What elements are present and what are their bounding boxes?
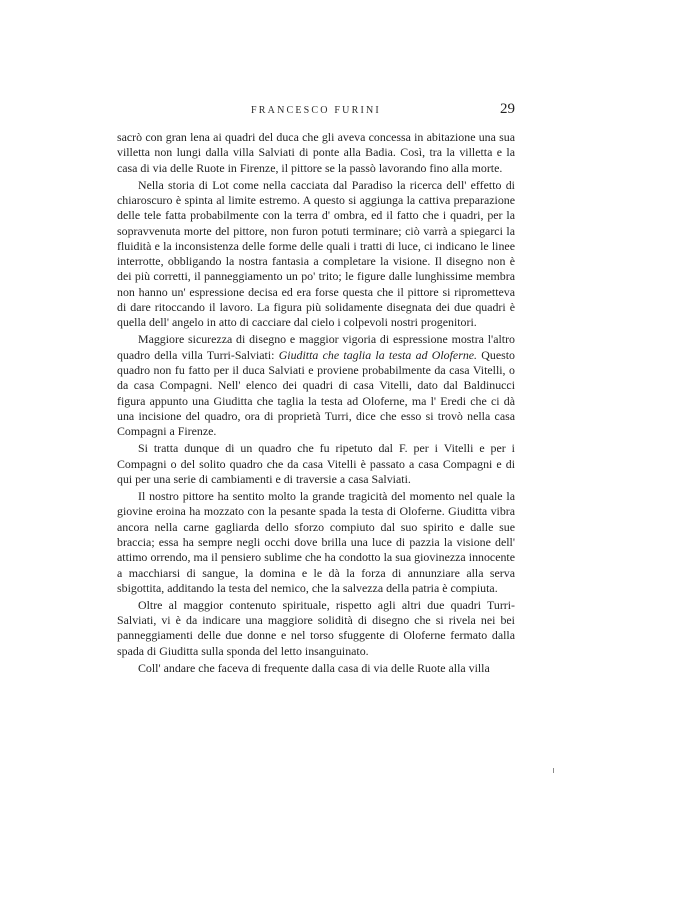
- paragraph-2: Nella storia di Lot come nella cacciata dal Paradiso la ricerca dell' effetto di chiaroscuro è spinta al limite estremo. A questo si aggiunga la cattiva preparazione delle tele fatta probabilmente con la terra d' ombra, ed il fatto che i quadri, per la sopravvenuta morte del pittore, non furon potuti terminare; ciò varrà a spiegarci la fluidità e la inconsistenza delle forme delle quali i tratti di luce, ci indicano le linee interrotte, obbligando la nostra fantasia a completare la visione. Il disegno non è dei più corretti, il panneggiamento un po' trito; le figure dalle lunghissime membra non hanno un' espressione decisa ed era forse questa che il pittore si riprometteva di dare ritoccando il lavoro. La figura più solidamente disegnata dei due quadri è quella dell' angelo in atto di cacciare dal cielo i colpevoli nostri progenitori.: [117, 177, 515, 330]
- paragraph-3: [117, 332, 515, 439]
- painting-title: Giuditta che taglia la testa ad Oloferne.: [278, 347, 478, 362]
- paragraph-4: Si tratta dunque di un quadro che fu ripetuto dal F. per i Vitelli e per i Compagni o del solito quadro che da casa Vitelli è passato a casa Compagni e di qui per una serie di cambiamenti e di traversie a casa Salviati.: [117, 441, 515, 486]
- running-head: [117, 103, 515, 121]
- paragraph-6: Oltre al maggior contenuto spirituale, rispetto agli altri due quadri Turri-Salviati, vi è da indicare una maggiore solidità di disegno che si rivela nei bei panneggiamenti delle due donne e nel torso sfuggente di Oloferne fermato dalla spada di Giuditta sulla sponda del letto insanguinato.: [117, 597, 515, 658]
- margin-speck: [553, 768, 554, 773]
- paragraph-7: Coll' andare che faceva di frequente dalla casa di via delle Ruote alla villa: [138, 660, 490, 675]
- running-title: FRANCESCO FURINI: [251, 105, 381, 116]
- page-number: 29: [500, 101, 515, 117]
- paragraph-3-text-before: Maggiore sicurezza di disegno e maggior vigoria di espressione mostra l'altro quadro della villa Turri-Salviati:: [117, 332, 515, 362]
- body-text: [117, 130, 515, 678]
- paragraph-3-text-after: Questo quadro non fu fatto per il duca Salviati e proviene probabilmente da casa Vitelli, o da casa Compagni. Nell' elenco dei quadri di casa Vitelli, dato dal Baldinucci figura appunto una Giuditta che taglia la testa ad Oloferne, ma l' Eredi che ci dà una incisione del quadro, ora di proprietà Turri, dice che esso si trovò nella casa Compagni a Firenze.: [117, 347, 515, 439]
- paragraph-5: Il nostro pittore ha sentito molto la grande tragicità del momento nel quale la giovine eroina ha mozzato con la pesante spada la testa di Oloferne. Giuditta vibra ancora nella carne gagliarda dello sforzo compiuto dal suo spirito e dalle sue braccia; essa ha sempre negli occhi dove brilla una luce di pazzia la visione dell' attimo orrendo, ma il pensiero sublime che ha condotto la sua giovinezza innocente a macchiarsi di sangue, la domina e le dà la forza di annunziare alla serva sbigottita, additando la testa del nemico, che la salvezza della patria è compiuta.: [117, 489, 515, 595]
- paragraph-1: sacrò con gran lena ai quadri del duca che gli aveva concessa in abitazione una sua villetta non lungi dalla villa Salviati di ponte alla Badia. Così, tra la villetta e la casa di via delle Ruote in Firenze, il pittore se la passò lavorando fino alla morte.: [117, 130, 515, 175]
